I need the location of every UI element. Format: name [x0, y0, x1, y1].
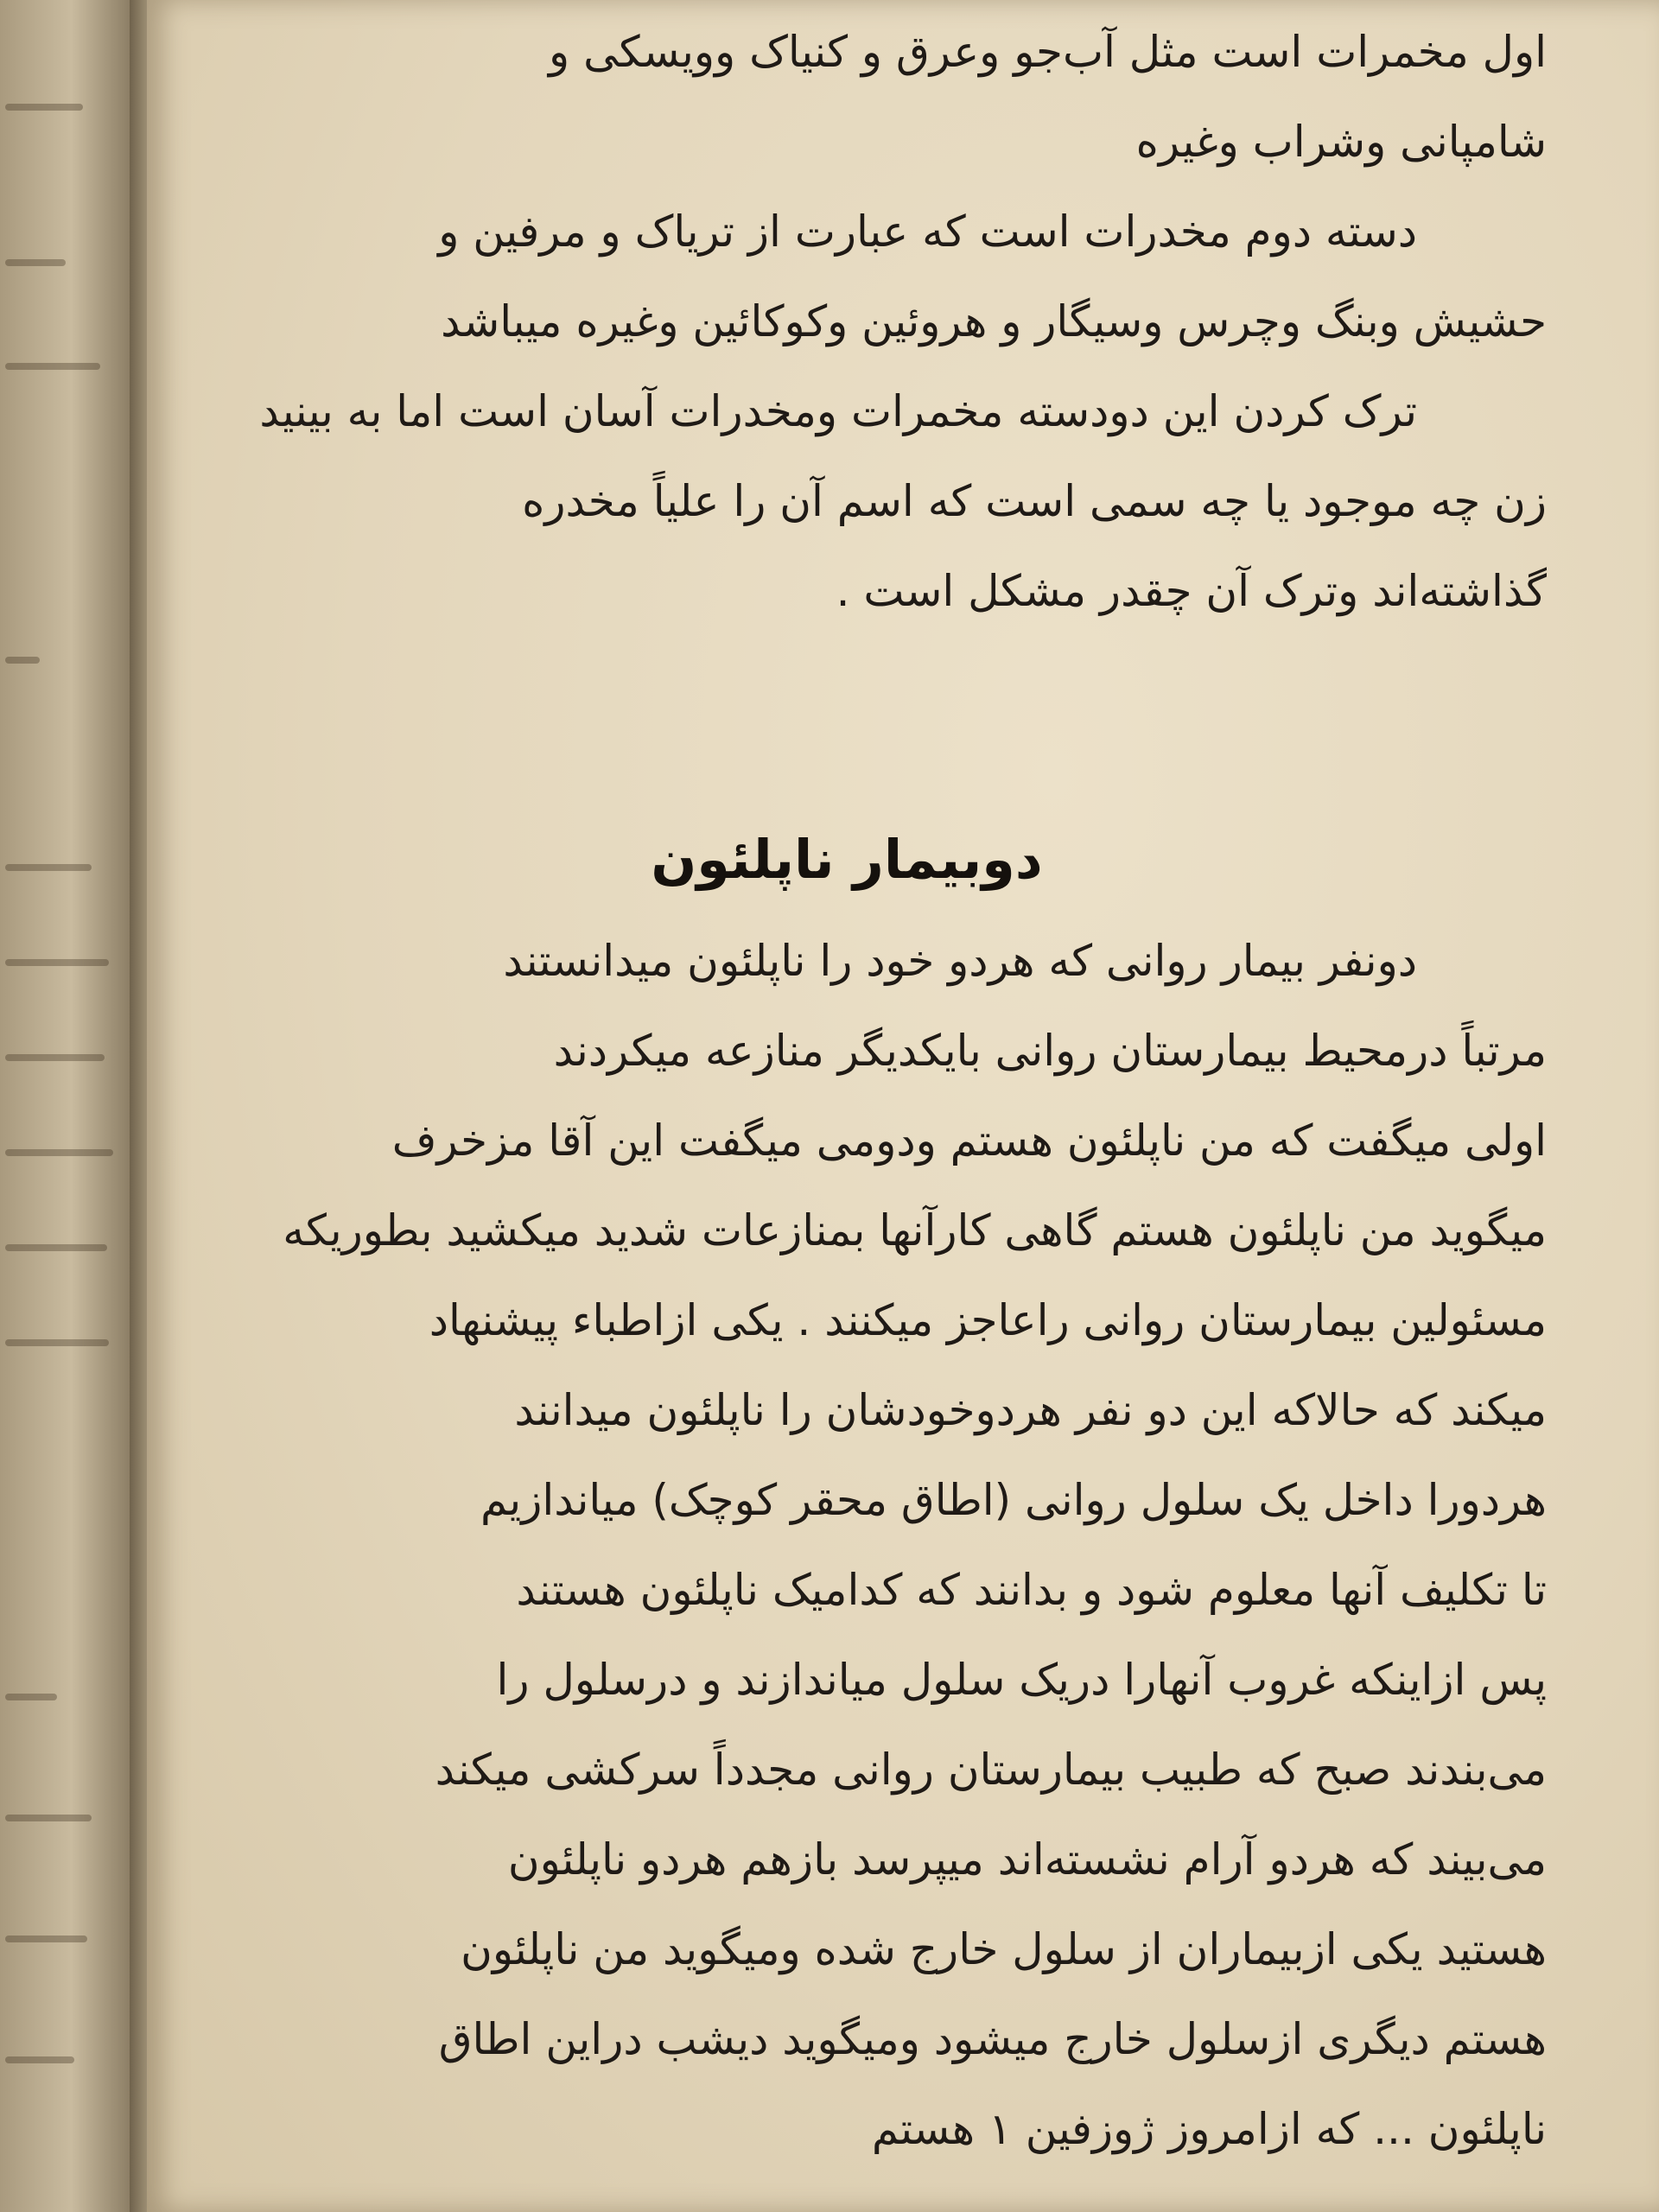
facing-page-text-fragment — [5, 1339, 109, 1346]
facing-page-text-fragment — [5, 363, 100, 370]
facing-page-text-fragment — [5, 1815, 92, 1821]
text-line: زن چه موجود یا چه سمی است که اسم آن را علیاً مخدره — [522, 476, 1547, 526]
text-line: دسته دوم مخدرات است که عبارت از تریاک و مرفین و — [438, 207, 1417, 257]
text-line: هردورا داخل یک سلول روانی (اطاق محقر کوچک) میاندازیم — [480, 1475, 1547, 1525]
text-line: میکند که حالاکه این دو نفر هردوخودشان را ناپلئون میدانند — [514, 1385, 1547, 1435]
text-line: اولی میگفت که من ناپلئون هستم ودومی میگفت این آقا مزخرف — [391, 1116, 1547, 1166]
text-line: اول مخمرات است مثل آب‌جو وعرق و کنیاک وویسکی و — [549, 27, 1547, 77]
facing-page-text-fragment — [5, 1694, 57, 1700]
text-line: شامپانی وشراب وغیره — [1135, 117, 1547, 167]
facing-page-edge — [0, 0, 130, 2212]
text-line: می‌بندند صبح که طبیب بیمارستان روانی مجدداً سرکشی میکند — [435, 1745, 1547, 1795]
facing-page-text-fragment — [5, 959, 109, 966]
text-line: می‌بیند که هردو آرام نشسته‌اند میپرسد بازهم هردو ناپلئون — [507, 1834, 1547, 1885]
facing-page-text-fragment — [5, 657, 40, 664]
facing-page-text-fragment — [5, 259, 66, 266]
facing-page-text-fragment — [5, 1936, 87, 1942]
text-line: تا تکلیف آنها معلوم شود و بدانند که کدامیک ناپلئون هستند — [516, 1565, 1547, 1615]
text-line: ناپلئون ... که ازامروز ژوزفین ۱ هستم — [871, 2104, 1547, 2154]
text-line: پس ازاینکه غروب آنهارا دریک سلول میاندازند و درسلول را — [496, 1655, 1547, 1705]
facing-page-text-fragment — [5, 1149, 113, 1156]
story-title: دوبیمار ناپلئون — [651, 828, 1043, 891]
book-page — [147, 0, 1659, 2212]
text-line: هستم دیگری ازسلول خارج میشود ومیگوید دیشب دراین اطاق — [438, 2014, 1547, 2064]
story-body — [147, 916, 1547, 2174]
text-line: مسئولین بیمارستان روانی راعاجز میکنند . یکی ازاطباء پیشنهاد — [429, 1295, 1547, 1345]
facing-page-text-fragment — [5, 1054, 105, 1061]
text-line: گذاشته‌اند وترک آن چقدر مشکل است . — [836, 566, 1547, 616]
top-paragraph — [147, 7, 1547, 636]
text-line: ترک کردن این دودسته مخمرات ومخدرات آسان است اما به بینید — [259, 386, 1417, 436]
facing-page-text-fragment — [5, 1244, 107, 1251]
text-line: هستید یکی ازبیماران از سلول خارج شده ومیگوید من ناپلئون — [461, 1924, 1547, 1974]
text-line: میگوید من ناپلئون هستم گاهی کارآنها بمنازعات شدید میکشید بطوریکه — [283, 1205, 1547, 1255]
facing-page-text-fragment — [5, 864, 92, 871]
facing-page-text-fragment — [5, 104, 83, 111]
facing-page-text-fragment — [5, 2056, 74, 2063]
text-line: مرتباً درمحیط بیمارستان روانی بایکدیگر منازعه میکردند — [553, 1026, 1547, 1076]
text-line: دونفر بیمار روانی که هردو خود را ناپلئون میدانستند — [503, 936, 1417, 986]
text-line: حشیش وبنگ وچرس وسیگار و هروئین وکوکائین وغیره میباشد — [441, 296, 1547, 346]
